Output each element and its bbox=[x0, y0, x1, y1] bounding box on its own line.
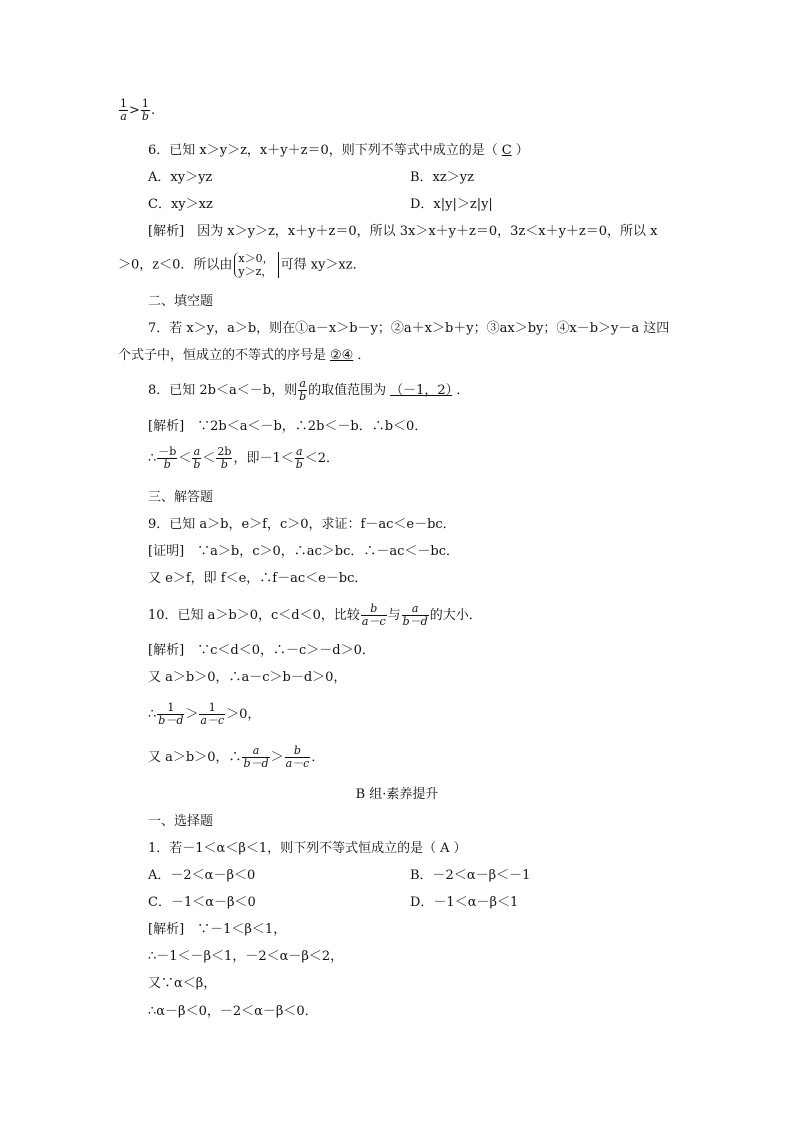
b1-option-a: A．－2＜α－β＜0 bbox=[148, 868, 256, 883]
q8-solution-line1: [解析] ∵2b＜a＜－b，∴2b＜－b．∴b＜0． bbox=[148, 419, 428, 434]
q8-answer: （－1，2） bbox=[390, 383, 453, 398]
q7-answer: ②④ bbox=[330, 348, 354, 363]
fraction: $\frac{-b}{b}$ bbox=[158, 445, 177, 471]
q7-stem-line1: 7．若 x＞y，a＞b，则在①a－x＞b－y；②a＋x＞b＋y；③ax＞by；④x－b＞y－a 这四 bbox=[148, 321, 670, 336]
q6-answer: C bbox=[501, 143, 512, 158]
fraction: $\frac{1}{b-d}$ bbox=[158, 701, 184, 727]
fraction: $\frac{1}{a}$ bbox=[120, 97, 127, 123]
fraction: $\frac{a}{b}$ bbox=[193, 445, 201, 471]
q8-solution-line2: ∴ $\frac{-b}{b}$ ＜ $\frac{a}{b}$ ＜ $\frac{2b}{b}$ ，即－1＜ $\frac{a}{b}$ ＜2． bbox=[148, 445, 340, 471]
b1-option-d: D．－1＜α－β＜1 bbox=[410, 895, 519, 910]
q7-stem-line2: 个式子中，恒成立的不等式的序号是 ②④ ． bbox=[118, 348, 371, 363]
carryover-inequality: $\frac{1}{a}$ > $\frac{1}{b}$ . bbox=[120, 97, 156, 123]
q10-solution-line1: [解析] ∵c＜d＜0，∴－c＞－d＞0． bbox=[148, 643, 375, 658]
section-heading-choice: 一、选择题 bbox=[148, 814, 214, 829]
b1-solution-line3: 又∵α＜β， bbox=[148, 976, 217, 991]
b1-stem: 1．若－1＜α＜β＜1，则下列不等式恒成立的是（ A ） bbox=[148, 841, 467, 856]
group-b-heading: B 组·素养提升 bbox=[355, 787, 439, 802]
q8-stem: 8．已知 2b＜a＜－b，则 $\frac{a}{b}$ 的取值范围为 （－1，2） ． bbox=[148, 377, 470, 403]
b1-option-c: C．－1＜α－β＜0 bbox=[148, 895, 256, 910]
q9-proof-line1: [证明] ∵a＞b，c＞0，∴ac＞bc．∴－ac＜－bc． bbox=[148, 544, 460, 559]
q6-option-d: D．x|y|＞z|y| bbox=[410, 197, 493, 212]
fraction: $\frac{b}{a-c}$ bbox=[361, 602, 386, 628]
fraction: $\frac{a}{b}$ bbox=[295, 445, 303, 471]
q10-stem: 10．已知 a＞b＞0，c＜d＜0，比较 $\frac{b}{a-c}$ 与 $\frac{a}{b-d}$ 的大小． bbox=[148, 602, 482, 628]
q6-solution-line1: [解析] 因为 x＞y＞z，x＋y＋z＝0，所以 3x＞x＋y＋z＝0，3z＜x＋y＋z＝0，所以 x bbox=[148, 224, 658, 239]
section-heading-answer: 三、解答题 bbox=[148, 490, 214, 505]
b1-answer: A bbox=[440, 841, 450, 856]
fraction: $\frac{b}{a-c}$ bbox=[285, 744, 310, 770]
fraction: $\frac{a}{b}$ bbox=[299, 377, 307, 403]
q10-solution-line2: 又 a＞b＞0，∴a－c＞b－d＞0， bbox=[148, 670, 347, 685]
q10-solution-line3: ∴ $\frac{1}{b-d}$ ＞ $\frac{1}{a-c}$ ＞0， bbox=[148, 701, 261, 727]
fraction: $\frac{2b}{b}$ bbox=[217, 445, 232, 471]
equation-system: x＞0， y＞z， bbox=[234, 252, 273, 278]
b1-option-b: B．－2＜α－β＜－1 bbox=[410, 868, 531, 883]
q10-solution-line4: 又 a＞b＞0，∴ $\frac{a}{b-d}$ ＞ $\frac{b}{a-c}$ ． bbox=[148, 744, 325, 770]
q6-solution-line2: ＞0，z＜0．所以由 x＞0， y＞z， 可得 xy＞xz． bbox=[118, 252, 366, 278]
fraction: $\frac{a}{b-d}$ bbox=[243, 744, 269, 770]
b1-solution-line1: [解析] ∵－1＜β＜1， bbox=[148, 922, 287, 937]
section-heading-fill-blank: 二、填空题 bbox=[148, 294, 214, 309]
q6-option-b: B．xz＞yz bbox=[410, 170, 474, 185]
fraction: $\frac{a}{b-d}$ bbox=[402, 602, 428, 628]
fraction: $\frac{1}{a-c}$ bbox=[200, 701, 225, 727]
q9-proof-line2: 又 e＞f，即 f＜e，∴f－ac＜e－bc． bbox=[148, 571, 368, 586]
b1-solution-line4: ∴α－β＜0，－2＜α－β＜0． bbox=[148, 1004, 318, 1019]
fraction: $\frac{1}{b}$ bbox=[141, 97, 149, 123]
b1-solution-line2: ∴－1＜－β＜1，－2＜α－β＜2， bbox=[148, 949, 344, 964]
q6-option-c: C．xy＞xz bbox=[148, 197, 213, 212]
q9-stem: 9．已知 a＞b，e＞f，c＞0，求证：f－ac＜e－bc． bbox=[148, 517, 456, 532]
q6-option-a: A．xy＞yz bbox=[148, 170, 213, 185]
q6-stem: 6．已知 x＞y＞z，x＋y＋z＝0，则下列不等式中成立的是（ C ） bbox=[148, 143, 529, 158]
